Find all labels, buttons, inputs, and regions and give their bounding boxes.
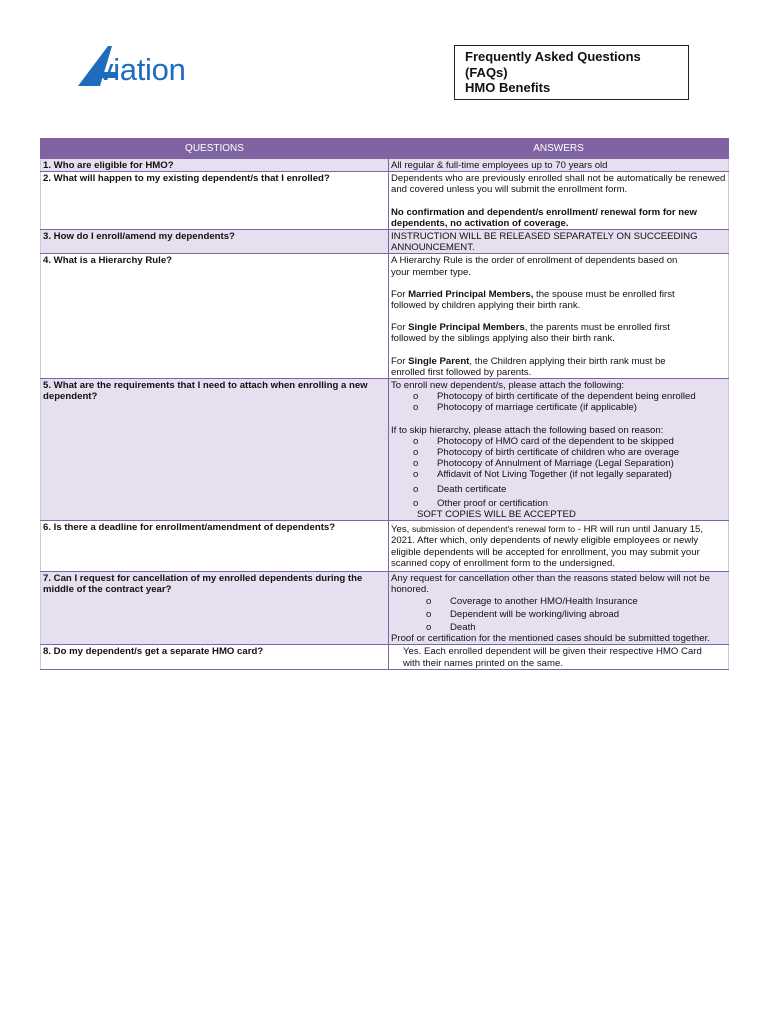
title-line-1: Frequently Asked Questions (465, 49, 641, 64)
answer-cell (389, 572, 729, 645)
answer-text: A Hierarchy Rule is the order of enrollment of dependents based on your member type. (391, 255, 678, 278)
answer-text: If to skip hierarchy, please attach the following based on reason: (391, 424, 664, 436)
table-row (41, 521, 729, 572)
table-row (41, 254, 729, 379)
answer-cell (389, 645, 729, 669)
single-parent-label: Single Parent (408, 355, 470, 367)
table-row (41, 230, 729, 254)
answer-text: Yes, submission of dependent's renewal form to - HR will run until January 15, 2021. After which, only dependents of newly eligible employees or newly eligible dependents will be accepted for enrollment, you may submit your scanned copy of enrollment form to the undersigned. (391, 524, 704, 569)
question-cell: 2. What will happen to my existing dependent/s that I enrolled? (41, 172, 389, 230)
list-item: o Dependent will be working/living abroad (426, 608, 620, 620)
list-item: o Other proof or certification (413, 497, 548, 509)
title-line-3: HMO Benefits (465, 80, 551, 95)
table-row (41, 159, 729, 172)
question-cell: 6. Is there a deadline for enrollment/amendment of dependents? (41, 521, 389, 572)
answer-text: Yes. Each enrolled dependent will be given their respective HMO Card with their names printed on the same. (403, 646, 702, 669)
married-principal-label: Married Principal Members, (408, 288, 534, 300)
table-row (41, 645, 729, 669)
table-row (41, 379, 729, 521)
answer-cell (389, 230, 729, 254)
answer-cell (389, 521, 729, 572)
list-item: o Coverage to another HMO/Health Insurance (426, 595, 638, 607)
list-item: o Photocopy of marriage certificate (if applicable) (413, 402, 637, 414)
logo-wordmark: viation (98, 52, 186, 87)
answer-cell (389, 379, 729, 521)
question-cell: 5. What are the requirements that I need to attach when enrolling a new dependent? (41, 379, 389, 521)
list-item: o Death certificate (413, 483, 507, 495)
list-item: o Photocopy of birth certificate of the dependent being enrolled (413, 391, 696, 403)
table-row (41, 172, 729, 230)
answer-text: Any request for cancellation other than the reasons stated below will not be honored. (391, 573, 710, 596)
list-item: o Photocopy of birth certificate of children who are overage (413, 447, 680, 459)
list-item: o Photocopy of HMO card of the dependent to be skipped (413, 435, 674, 447)
answer-text: Dependents who are previously enrolled shall not be automatically be renewed and covered unless you will submit the enrollment form. (391, 173, 726, 196)
answer-note: SOFT COPIES WILL BE ACCEPTED (417, 509, 576, 521)
faq-table (40, 138, 729, 670)
answer-cell (389, 159, 729, 172)
answer-text: To enroll new dependent/s, please attach the following: (391, 380, 625, 392)
answer-paragraph: For Single Principal Members, the parents must be enrolled first followed by the siblings applying also their birth rank. (391, 322, 670, 345)
table-header-row (41, 139, 729, 159)
question-cell: 8. Do my dependent/s get a separate HMO card? (41, 645, 389, 669)
answer-cell (389, 172, 729, 230)
answer-text: Proof or certification for the mentioned cases should be submitted together. (391, 633, 710, 645)
document-title-box (454, 45, 689, 100)
answer-paragraph: For Married Principal Members, the spouse must be enrolled first followed by children applying their birth rank. (391, 288, 675, 312)
question-cell: 7. Can I request for cancellation of my enrolled dependents during the middle of the contract year? (41, 572, 389, 645)
questions-column-header: QUESTIONS (41, 139, 389, 159)
answers-column-header: ANSWERS (389, 139, 729, 159)
list-item: o Death (426, 621, 476, 633)
answer-bold-note: No confirmation and dependent/s enrollment/ renewal form for new dependents, no activation of coverage. (391, 206, 697, 229)
question-cell: 1. Who are eligible for HMO? (41, 159, 389, 172)
single-principal-label: Single Principal Members (408, 322, 525, 334)
table-row (41, 572, 729, 645)
title-line-2: (FAQs) (465, 64, 508, 80)
answer-paragraph: For Single Parent, the Children applying their birth rank must be enrolled first followed by parents. (391, 355, 666, 378)
answer-text: INSTRUCTION WILL BE RELEASED SEPARATELY ON SUCCEEDING ANNOUNCEMENT. (391, 231, 698, 254)
list-item: o Affidavit of Not Living Together (if not legally separated) (413, 469, 672, 481)
question-cell: 3. How do I enroll/amend my dependents? (41, 230, 389, 254)
answer-text: All regular & full-time employees up to 70 years old (391, 160, 608, 171)
answer-cell (389, 254, 729, 379)
list-item: o Photocopy of Annulment of Marriage (Legal Separation) (413, 458, 674, 470)
question-cell: 4. What is a Hierarchy Rule? (41, 254, 389, 379)
